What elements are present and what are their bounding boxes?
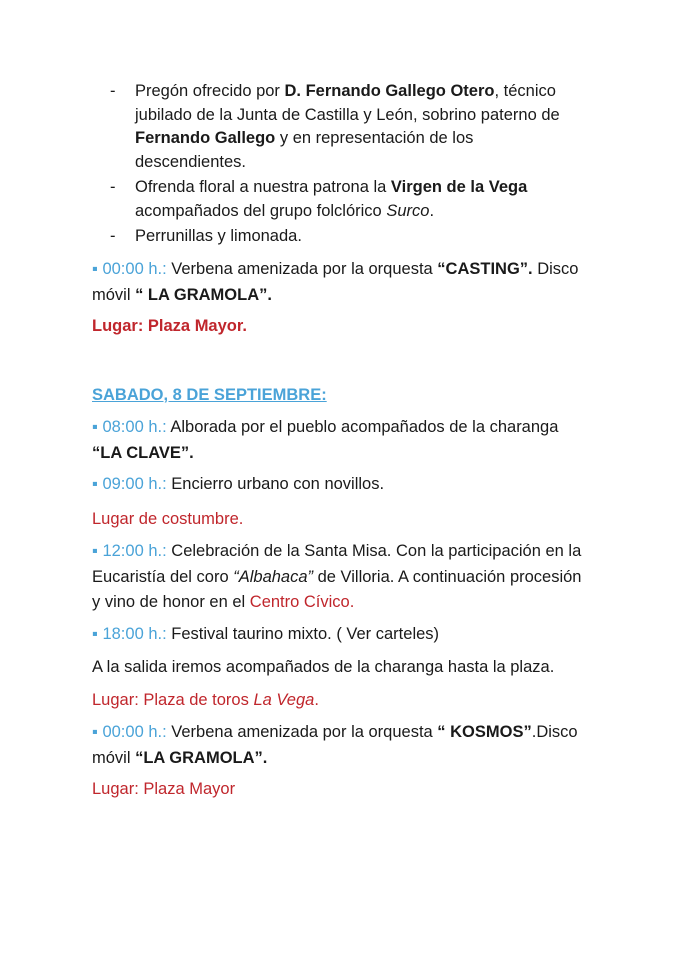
list-item-perrunillas: [110, 225, 580, 249]
event-time: 12:00 h.:: [102, 542, 167, 560]
list-item-text: Ofrenda floral a nuestra patrona la Virgen de la Vega acompañados del grupo folclórico Surco.: [135, 178, 528, 220]
event-encierro: ▪ 09:00 h.: Encierro urbano con novillos.: [92, 475, 385, 493]
event-time: 08:00 h.:: [102, 418, 167, 436]
bullet-icon: ▪: [92, 475, 98, 493]
list-item-ofrenda: [110, 176, 580, 223]
event-place: Lugar de costumbre.: [92, 510, 244, 528]
bullet-icon: ▪: [92, 723, 98, 741]
bullet-icon: ▪: [92, 418, 98, 436]
bullet-icon: ▪: [92, 625, 98, 643]
event-misa: ▪ 12:00 h.: Celebración de la Santa Misa. Con la participación en la Eucaristía del coro “Albahaca” de Villoria. A continuación procesión y vino de honor en el Centro Cívico.: [92, 542, 582, 611]
bullet-icon: ▪: [92, 260, 98, 278]
list-dash: -: [110, 178, 116, 196]
list-dash: -: [110, 82, 116, 100]
event-place: Lugar: Plaza de toros La Vega.: [92, 691, 319, 709]
event-time: 00:00 h.:: [102, 260, 167, 278]
list-dash: -: [110, 227, 116, 245]
event-saturday-verbena: ▪ 00:00 h.: Verbena amenizada por la orquesta “ KOSMOS”.Disco móvil “LA GRAMOLA”.: [92, 723, 578, 767]
event-friday-verbena: ▪ 00:00 h.: Verbena amenizada por la orquesta “CASTING”. Disco móvil “ LA GRAMOLA”.: [92, 260, 579, 304]
event-place: Lugar: Plaza Mayor: [92, 780, 236, 798]
bullet-icon: ▪: [92, 542, 98, 560]
event-time: 18:00 h.:: [102, 625, 167, 643]
event-note: A la salida iremos acompañados de la charanga hasta la plaza.: [92, 658, 555, 676]
list-item-pregon: [110, 80, 580, 174]
event-place: Lugar: Plaza Mayor.: [92, 317, 247, 335]
event-alborada: ▪ 08:00 h.: Alborada por el pueblo acompañados de la charanga “LA CLAVE”.: [92, 418, 559, 462]
event-time: 00:00 h.:: [102, 723, 167, 741]
list-item-text: Perrunillas y limonada.: [135, 227, 302, 245]
day-heading: SABADO, 8 DE SEPTIEMBRE:: [92, 386, 327, 404]
list-item-text: Pregón ofrecido por D. Fernando Gallego Otero, técnico jubilado de la Junta de Castilla y León, sobrino paterno de Fernando Gallego y en representación de los descendientes.: [135, 82, 560, 171]
event-festival: ▪ 18:00 h.: Festival taurino mixto. ( Ver carteles): [92, 625, 440, 643]
event-time: 09:00 h.:: [102, 475, 167, 493]
